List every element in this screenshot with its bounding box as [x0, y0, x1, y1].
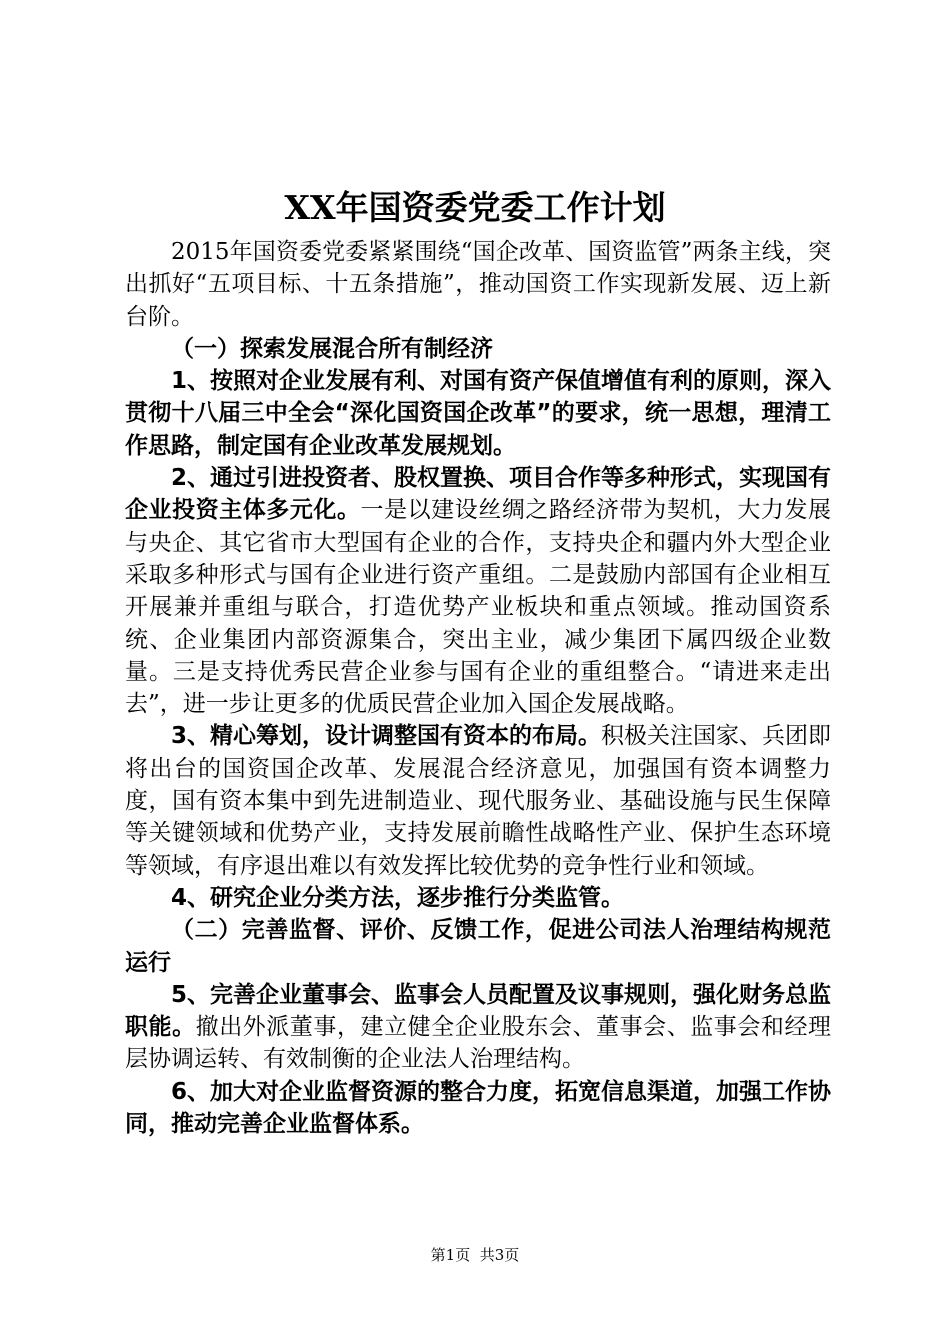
- intro-paragraph: 2015年国资委党委紧紧围绕“国企改革、国资监管”两条主线，突出抓好“五项目标、十五条措施”，推动国资工作实现新发展、迈上新台阶。: [125, 239, 831, 330]
- item-3: [125, 720, 831, 881]
- item-4: 4、研究企业分类方法，逐步推行分类监管。: [171, 884, 625, 911]
- item-1: 1、按照对企业发展有利、对国有资产保值增值有利的原则，深入贯彻十八届三中全会“深化国资国企改革”的要求，统一思想，理清工作思路，制定国有企业改革发展规划。: [125, 368, 832, 459]
- item-2-lead: 2、通过引进投资者、股权置换、项目合作等多种形式，实现国有企业投资主体多元化。: [125, 465, 832, 524]
- item-2-body: 一是以建设丝绸之路经济带为契机，大力发展与央企、其它省市大型国有企业的合作，支持央企和疆内外大型企业采取多种形式与国有企业进行资产重组。二是鼓励内部国有企业相互开展兼并重组与联合，打造优势产业板块和重点领域。推动国资系统、企业集团内部资源集合，突出主业，减少集团下属四级企业数量。三是支持优秀民营企业参与国有企业的重组整合。“请进来走出去”，进一步让更多的优质民营企业加入国企发展战略。: [125, 497, 832, 718]
- section-heading-1: （一）探索发展混合所有制经济: [171, 335, 493, 362]
- section-heading-2: （二）完善监督、评价、反馈工作，促进公司法人治理结构规范运行: [125, 917, 831, 976]
- item-2: [125, 462, 831, 720]
- document-title: XX年国资委党委工作计划: [284, 188, 666, 227]
- page-total: 共3页: [479, 1246, 520, 1264]
- item-3-lead: 3、精心筹划，设计调整国有资本的布局。: [171, 723, 602, 750]
- item-6: 6、加大对企业监督资源的整合力度，拓宽信息渠道，加强工作协同，推动完善企业监督体系。: [125, 1078, 832, 1138]
- item-3-body: 积极关注国家、兵团即将出台的国资国企改革、发展混合经济意见，加强国有资本调整力度，国有资本集中到先进制造业、现代服务业、基础设施与民生保障等关键领域和优势产业，支持发展前瞻性战略性产业、保护生态环境等领域，有序退出难以有效发挥比较优势的竞争性行业和领域。: [125, 723, 832, 879]
- item-5-body: 撤出外派董事，建立健全企业股东会、董事会、监事会和经理层协调运转、有效制衡的企业法人治理结构。: [125, 1014, 832, 1073]
- item-5-lead: 5、完善企业董事会、监事会人员配置及议事规则，强化财务总监职能。: [125, 981, 832, 1041]
- page-footer: [0, 1244, 950, 1265]
- document-body: [125, 236, 831, 1140]
- item-5: [125, 979, 831, 1076]
- page-number: 第1页: [430, 1246, 471, 1264]
